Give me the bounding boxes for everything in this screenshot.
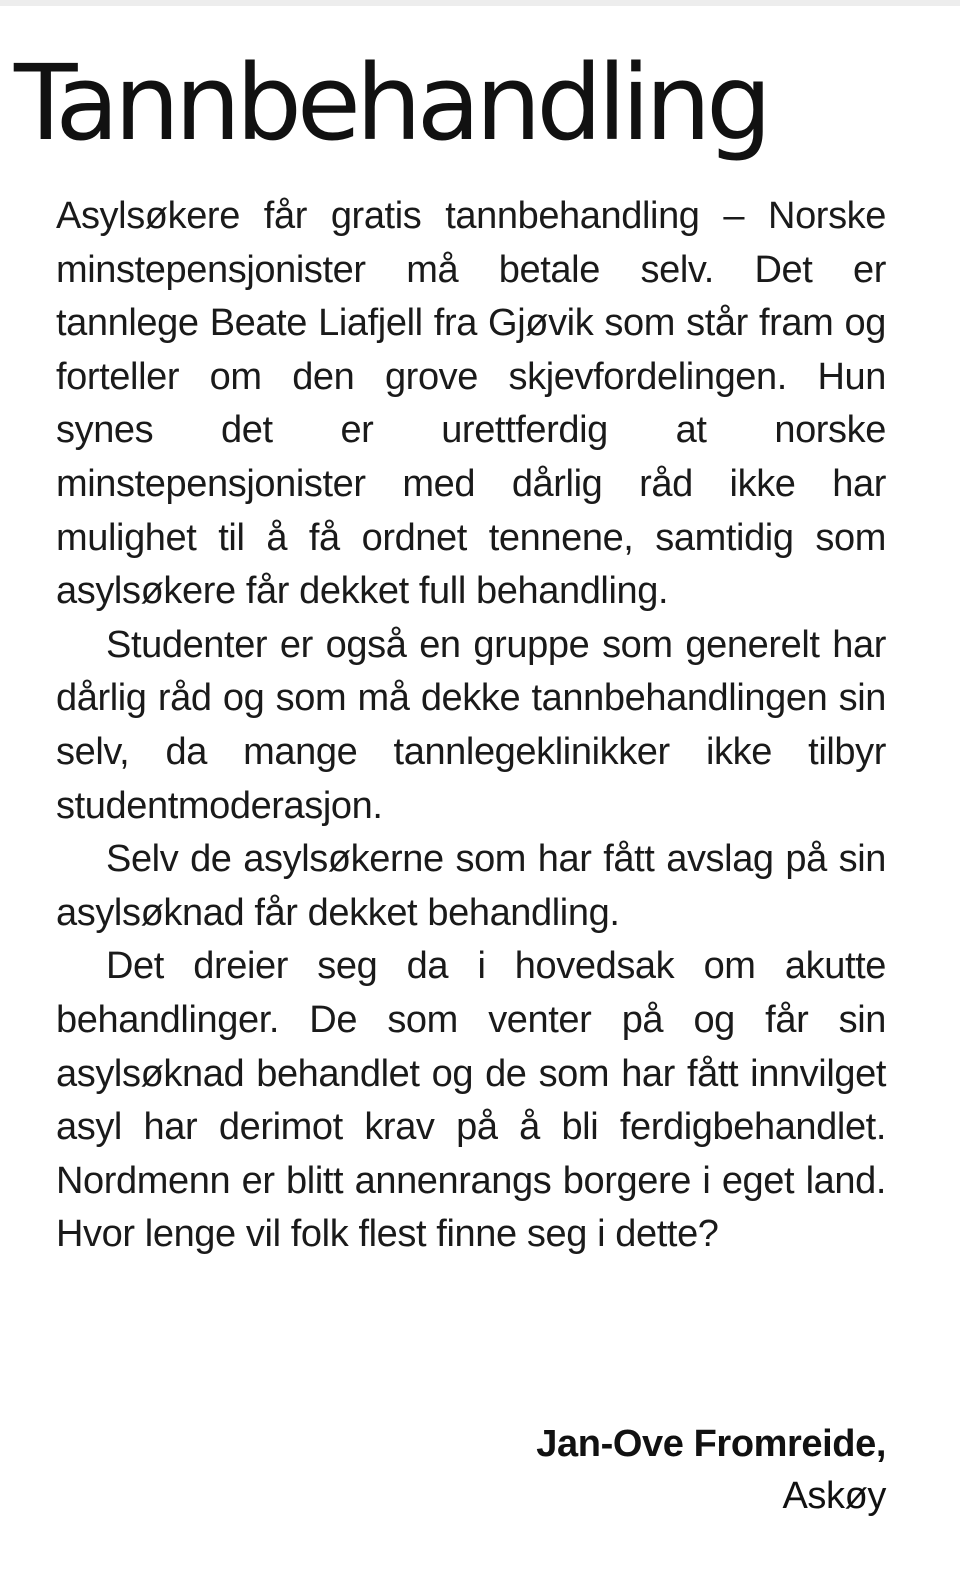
author-name: Jan-Ove Fromreide, — [536, 1423, 886, 1465]
paragraph-4: Det dreier seg da i hovedsak om akutte behandlinger. De som venter på og får sin asylsøknad behandlet og de som har fått innvilget asyl har derimot krav på å bli ferdigbehandlet. Nordmenn er blitt annenrangs borgere i eget land. Hvor lenge vil folk flest finne seg i dette? — [56, 945, 886, 1256]
top-divider — [0, 0, 960, 6]
paragraph-3: Selv de asylsøkerne som har fått avslag på sin asylsøknad får dekket behandling. — [56, 838, 886, 934]
author-location: Askøy — [782, 1475, 886, 1517]
author-signature — [536, 1418, 886, 1522]
paragraph-1: Asylsøkere får gratis tannbehandling – Norske minstepensjonister må betale selv. Det er tannlege Beate Liafjell fra Gjøvik som står fram og forteller om den grove skjevfordelingen. Hun synes det er urettferdig at norske minstepensjonister med dårlig råd ikke har mulighet til å få ordnet tennene, samtidig som asylsøkere får dekket full behandling. — [56, 195, 886, 613]
article-body — [56, 190, 886, 1262]
paragraph-2: Studenter er også en gruppe som generelt har dårlig råd og som må dekke tannbehandlingen sin selv, da mange tannlegeklinikker ikke tilbyr studentmoderasjon. — [56, 623, 886, 827]
headline: Tannbehandling — [14, 42, 768, 164]
